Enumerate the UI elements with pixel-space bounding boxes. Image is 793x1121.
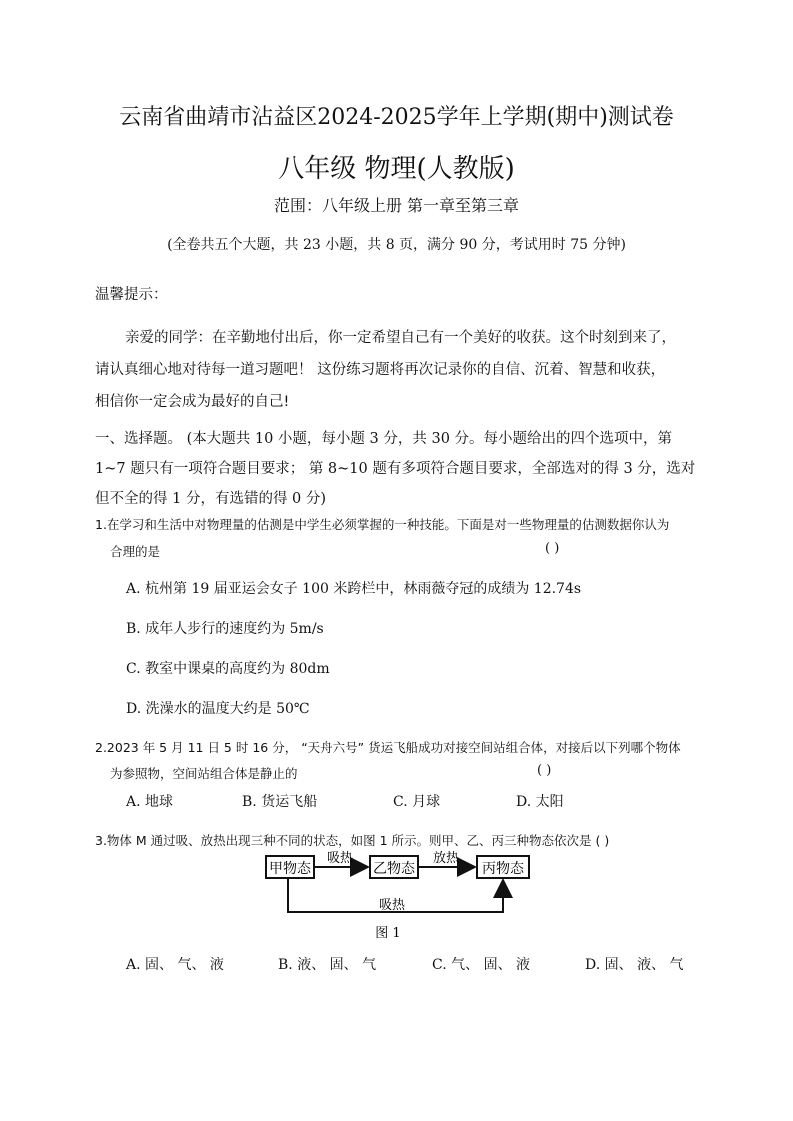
exam-scope: 范围：八年级上册 第一章至第三章 — [273, 196, 520, 215]
tips-line: 亲爱的同学：在辛勤地付出后，你一定希望自己有一个美好的收获。这个时刻到来了， — [125, 330, 676, 346]
q3-option-d: D. 固、 液、 气 — [585, 957, 684, 973]
question-1-text-cont: 合理的是 — [110, 544, 161, 559]
q2-option-c: C. 月球 — [393, 794, 441, 810]
tips-heading: 温馨提示： — [95, 287, 168, 303]
question-1-text: 1.在学习和生活中对物理量的估测是中学生必须掌握的一种技能。下面是对一些物理量的估测数据你认为 — [95, 517, 670, 532]
question-2-text: 2.2023 年 5 月 11 日 5 时 16 分， “天舟六号” 货运飞船成功对接空间站组合体，对接后以下列哪个物体 — [95, 740, 681, 755]
figure-caption: 图 1 — [375, 926, 401, 941]
arrow-label-ab: 吸热 — [326, 851, 354, 866]
tips-line: 相信你一定会成为最好的自己! — [95, 394, 290, 410]
question-3-text: 3.物体 M 通过吸、放热出现三种不同的状态，如图 1 所示。则甲、乙、丙三种物态依次是 ( ) — [95, 833, 610, 848]
section-line: 但不全的得 1 分，有选错的得 0 分) — [95, 491, 327, 507]
q1-option-d: D. 洗澡水的温度大约是 50℃ — [126, 701, 310, 717]
q1-option-b: B. 成年人步行的速度约为 5m/s — [126, 621, 324, 637]
q2-option-b: B. 货运飞船 — [242, 794, 318, 810]
tips-line: 请认真细心地对待每一道习题吧！ 这份练习题将再次记录你的自信、沉着、智慧和收获， — [95, 362, 666, 378]
answer-bracket: ( ) — [545, 541, 560, 556]
section-line: 一、选择题。 (本大题共 10 小题，每小题 3 分，共 30 分。每小题给出的四个选项中，第 — [95, 431, 673, 447]
state-label-b: 乙物态 — [373, 861, 415, 877]
q3-option-a: A. 固、 气、 液 — [126, 957, 224, 973]
q2-option-a: A. 地球 — [126, 794, 174, 810]
q3-option-b: B. 液、 固、 气 — [278, 957, 377, 973]
section-line: 1~7 题只有一项符合题目要求； 第 8~10 题有多项符合题目要求，全部选对的得 3 分，选对 — [95, 461, 696, 477]
q1-option-c: C. 教室中课桌的高度约为 80dm — [126, 661, 330, 677]
exam-info: (全卷共五个大题，共 23 小题，共 8 页，满分 90 分，考试用时 75 分钟) — [167, 237, 626, 253]
arrow-label-ac: 吸热 — [378, 898, 406, 913]
state-label-c: 丙物态 — [482, 861, 524, 877]
state-label-a: 甲物态 — [269, 861, 311, 877]
exam-subtitle: 八年级 物理(人教版) — [278, 154, 515, 184]
q3-option-c: C. 气、 固、 液 — [432, 957, 531, 973]
exam-title: 云南省曲靖市沾益区2024-2025学年上学期(期中)测试卷 — [119, 105, 674, 130]
arrow-label-bc: 放热 — [432, 851, 460, 866]
question-2-text-cont: 为参照物，空间站组合体是静止的 — [110, 766, 298, 781]
q1-option-a: A. 杭州第 19 届亚运会女子 100 米跨栏中，林雨薇夺冠的成绩为 12.74s — [126, 581, 582, 597]
answer-bracket: ( ) — [537, 763, 552, 778]
q2-option-d: D. 太阳 — [516, 794, 564, 810]
